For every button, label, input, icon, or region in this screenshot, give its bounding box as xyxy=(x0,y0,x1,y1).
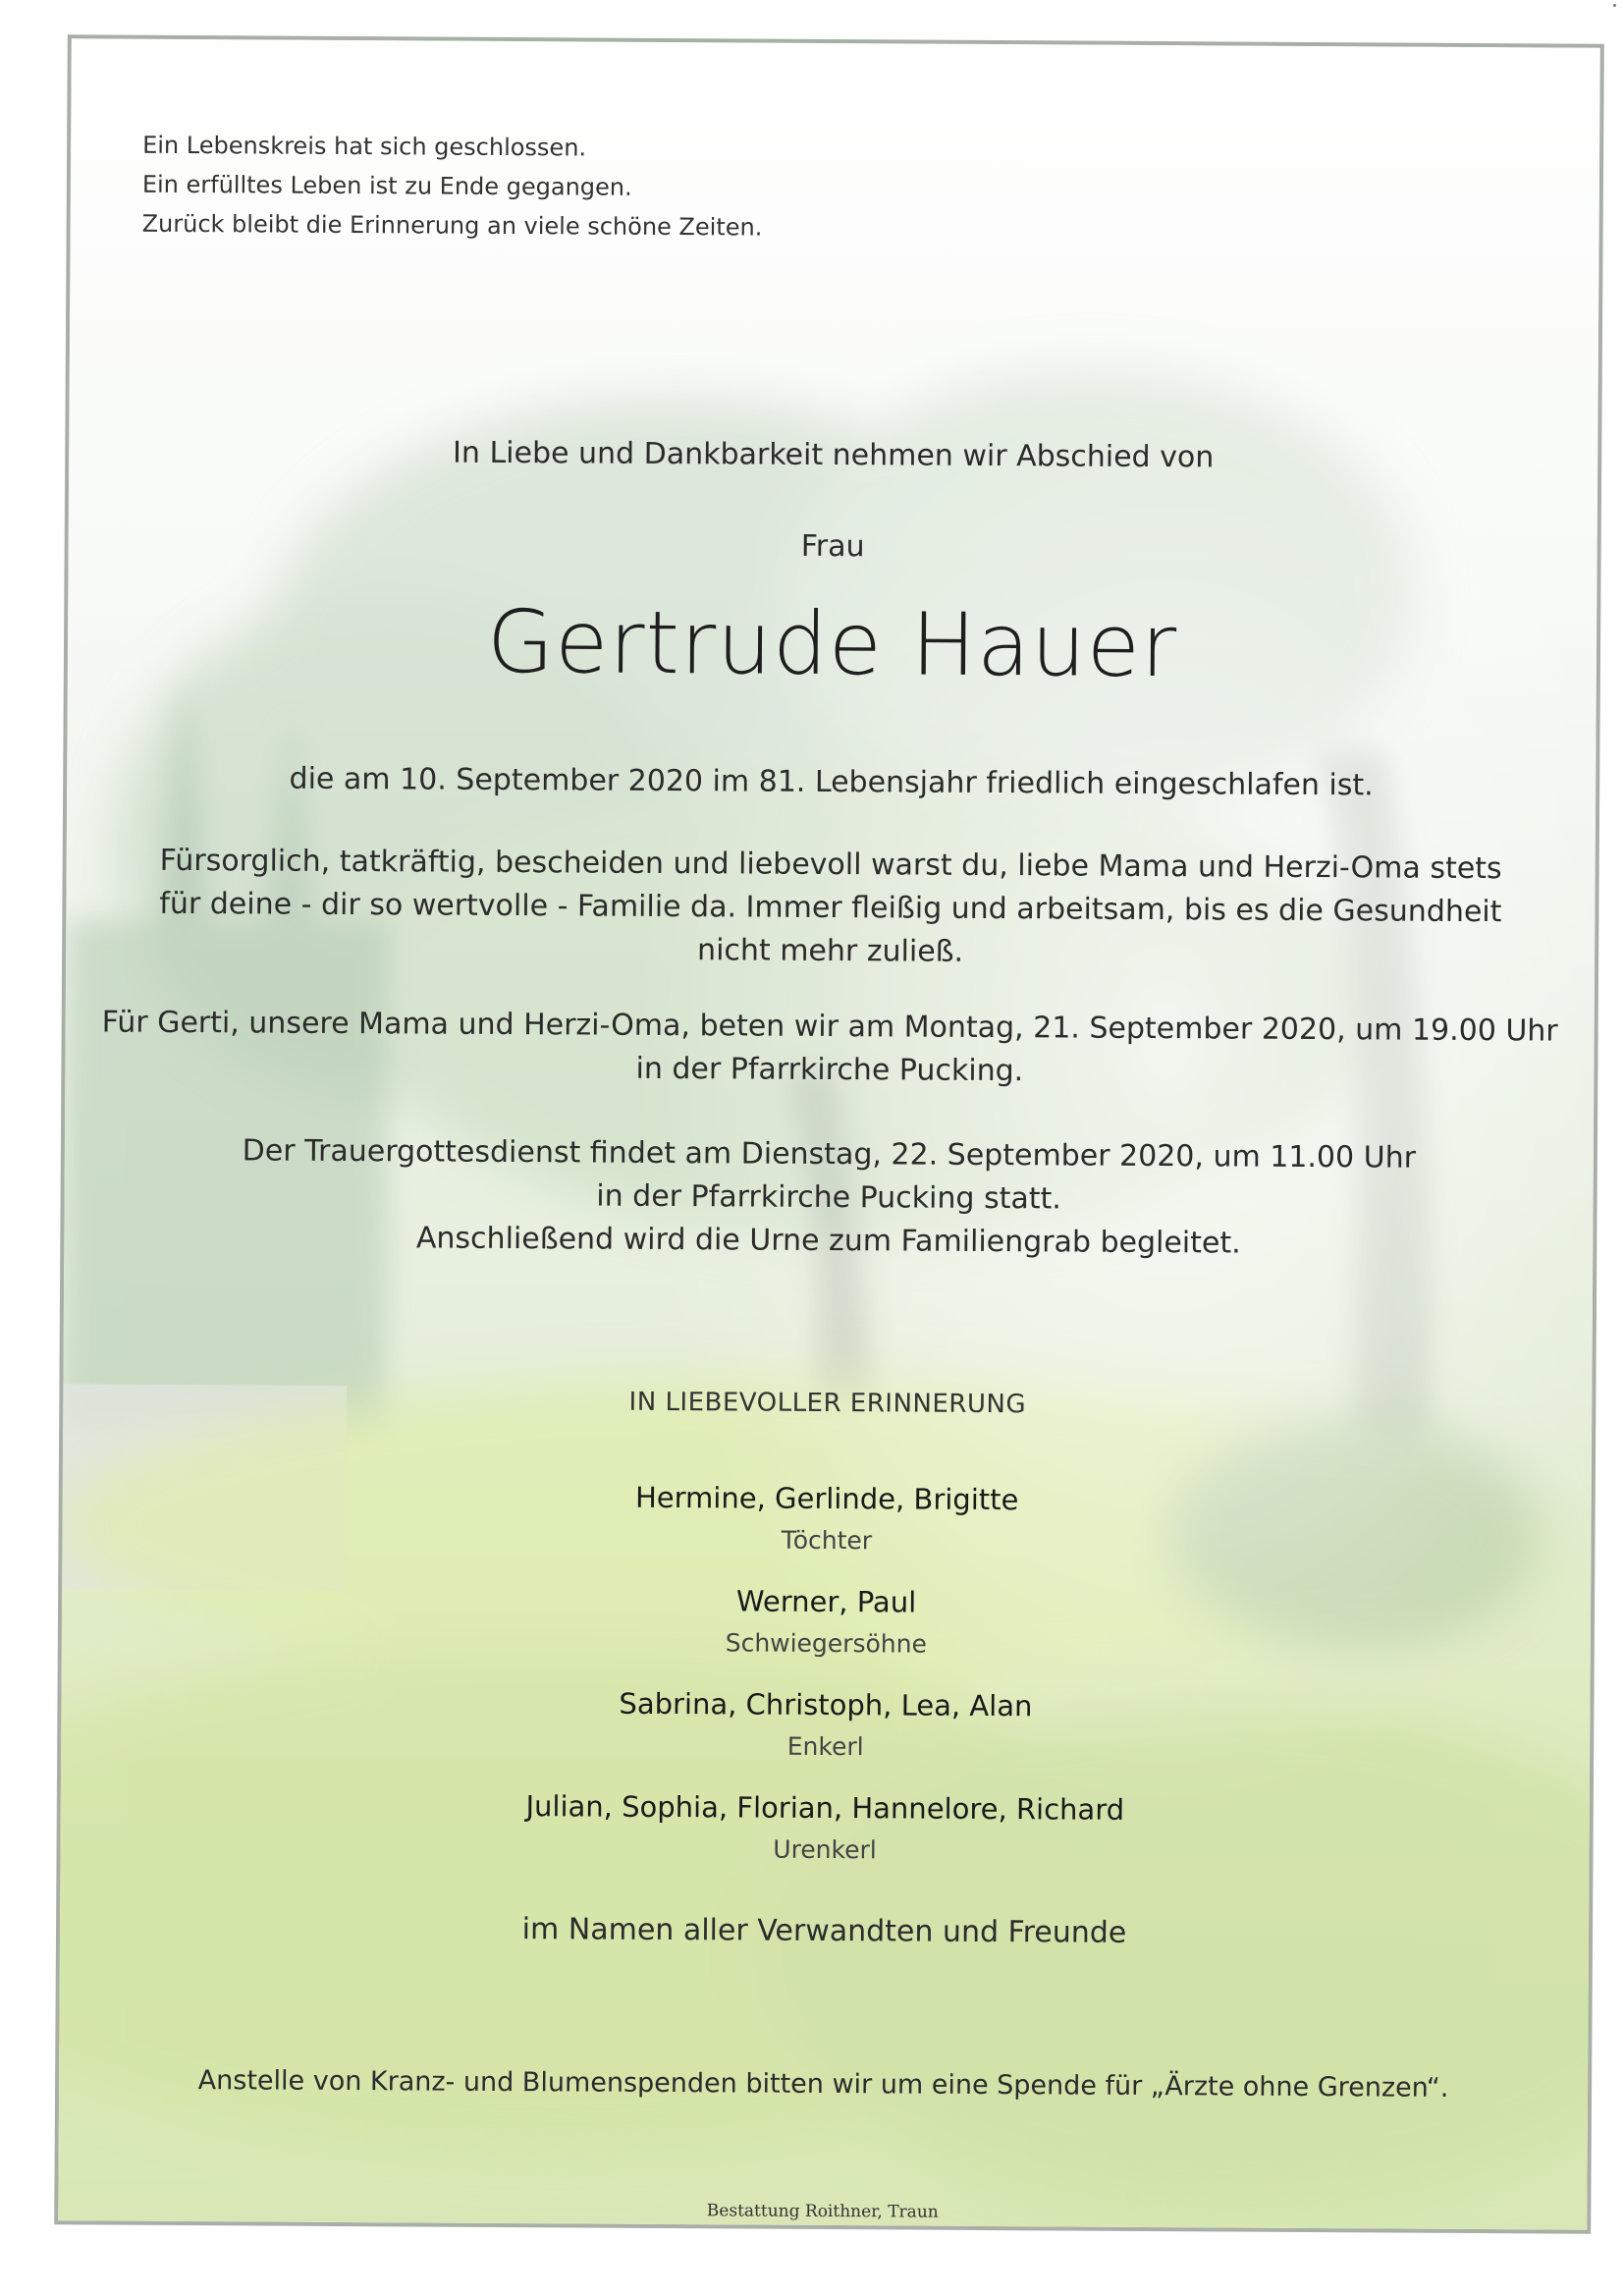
opening-poem xyxy=(142,126,763,247)
service-line: in der Pfarrkirche Pucking statt. xyxy=(596,1178,1061,1217)
notice-frame xyxy=(54,34,1604,2234)
closing-line: im Namen aller Verwandten und Freunde xyxy=(521,1912,1127,1950)
family-relation-great-grandchildren: Urenkerl xyxy=(773,1834,877,1865)
deceased-name: Gertrude Hauer xyxy=(486,590,1178,697)
tribute-line: für deine - dir so wertvolle - Familie da. Immer fleißig und arbeitsam, bis es die Gesundheit xyxy=(159,886,1502,930)
poem-line: Zurück bleibt die Erinnerung an viele schöne Zeiten. xyxy=(141,209,763,242)
family-names-grandchildren: Sabrina, Christoph, Lea, Alan xyxy=(619,1686,1033,1723)
tribute-line: nicht mehr zuließ. xyxy=(697,933,964,969)
family-names-great-grandchildren: Julian, Sophia, Florian, Hannelore, Richard xyxy=(525,1789,1125,1827)
service-line: Anschließend wird die Urne zum Familiengrab begleitet. xyxy=(415,1221,1241,1261)
poem-line: Ein erfülltes Leben ist zu Ende gegangen. xyxy=(141,170,632,201)
family-relation-grandchildren: Enkerl xyxy=(786,1731,864,1762)
family-relation-sons-in-law: Schwiegersöhne xyxy=(725,1628,927,1659)
memory-heading: IN LIEBEVOLLER ERINNERUNG xyxy=(628,1387,1027,1420)
prayer-line: in der Pfarrkirche Pucking. xyxy=(635,1051,1024,1089)
funeral-home-credit: Bestattung Roithner, Traun xyxy=(706,2201,939,2222)
tribute-paragraph xyxy=(66,839,1596,978)
service-line: Der Trauergottesdienst findet am Dienstag, 22. September 2020, um 11.00 Uhr xyxy=(242,1133,1417,1175)
farewell-intro: In Liebe und Dankbarkeit nehmen wir Abschied von xyxy=(452,435,1215,475)
poem-line: Ein Lebenskreis hat sich geschlossen. xyxy=(142,131,587,162)
family-names-daughters: Hermine, Gerlinde, Brigitte xyxy=(634,1480,1019,1517)
death-statement: die am 10. September 2020 im 81. Lebensjahr friedlich eingeschlafen ist. xyxy=(289,761,1374,803)
family-relation-daughters: Töchter xyxy=(781,1525,873,1556)
tribute-line: Fürsorglich, tatkräftig, bescheiden und liebevoll warst du, liebe Mama und Herzi-Oma stets xyxy=(159,843,1502,887)
family-names-sons-in-law: Werner, Paul xyxy=(735,1584,917,1619)
prayer-line: Für Gerti, unsere Mama und Herzi-Oma, beten wir am Montag, 21. September 2020, um 19.00 Uhr xyxy=(101,1005,1558,1049)
prayer-announcement xyxy=(65,1001,1595,1097)
salutation: Frau xyxy=(800,528,865,565)
funeral-service-announcement xyxy=(64,1128,1594,1268)
donation-request: Anstelle von Kranz- und Blumenspenden bitten wir um eine Spende für „Ärzte ohne Grenzen“. xyxy=(197,2065,1449,2104)
scan-speck xyxy=(1613,4,1616,7)
